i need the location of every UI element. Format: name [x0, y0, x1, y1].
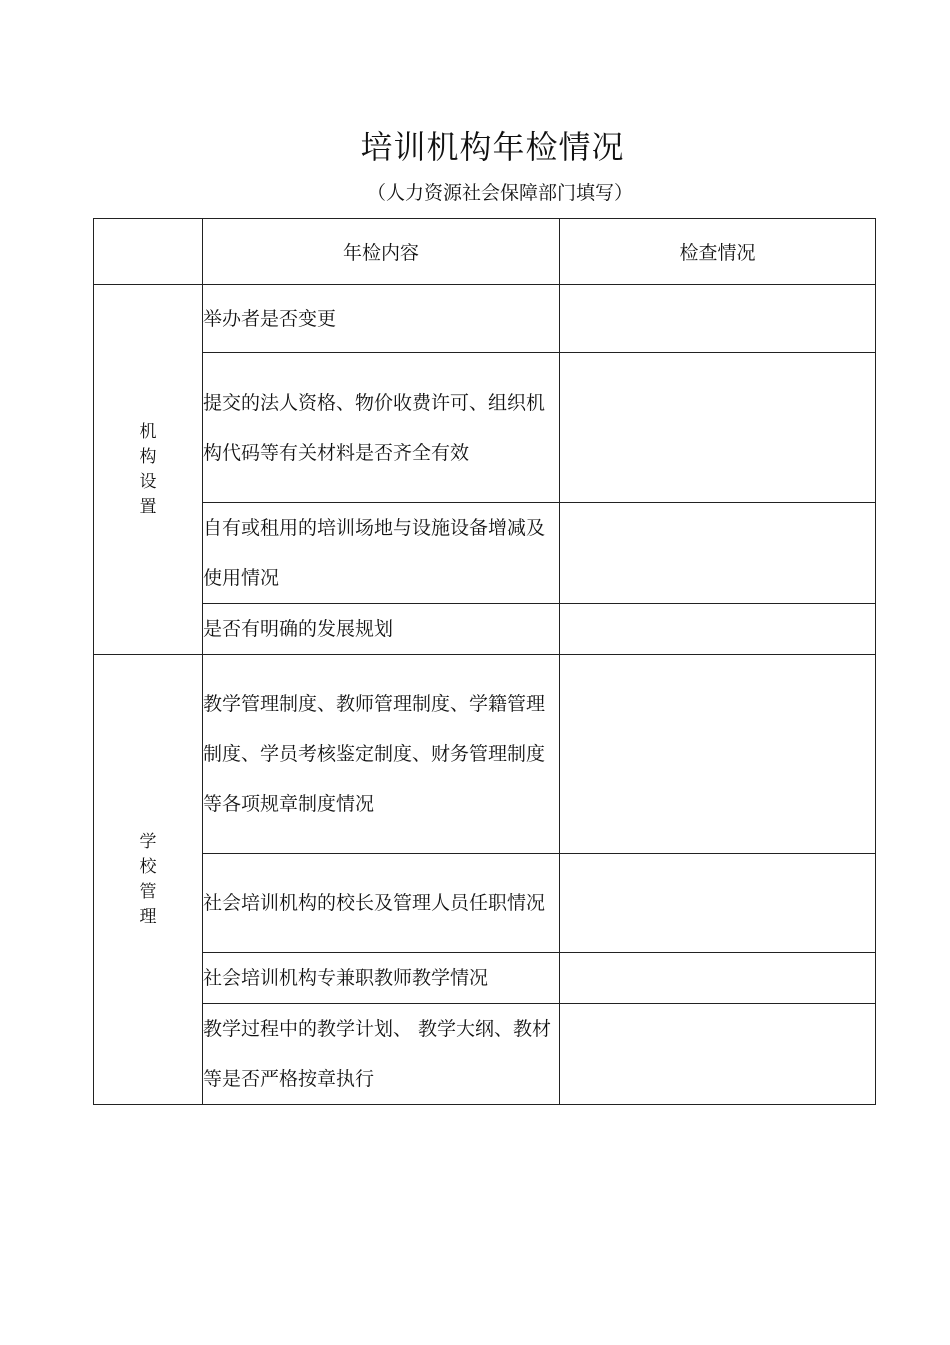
- annual-inspection-table: [93, 218, 876, 1105]
- result-cell[interactable]: [560, 604, 876, 655]
- table-row: [94, 353, 876, 503]
- inspection-item: 是否有明确的发展规划: [203, 604, 560, 655]
- group-label-text: 机构设置: [139, 421, 157, 517]
- result-cell[interactable]: [560, 1004, 876, 1105]
- inspection-item: 教学过程中的教学计划、 教学大纲、教材等是否严格按章执行: [203, 1004, 560, 1105]
- inspection-item: 自有或租用的培训场地与设施设备增减及使用情况: [203, 503, 560, 604]
- table-row: [94, 285, 876, 353]
- document-subtitle: （人力资源社会保障部门填写）: [366, 182, 633, 204]
- result-cell[interactable]: [560, 953, 876, 1004]
- header-row: [94, 219, 876, 285]
- table-row: [94, 953, 876, 1004]
- inspection-item: 社会培训机构专兼职教师教学情况: [203, 953, 560, 1004]
- result-cell[interactable]: [560, 655, 876, 854]
- result-cell[interactable]: [560, 503, 876, 604]
- header-inspection-result: 检查情况: [560, 219, 876, 285]
- result-cell[interactable]: [560, 285, 876, 353]
- inspection-item: 教学管理制度、教师管理制度、学籍管理制度、学员考核鉴定制度、财务管理制度等各项规章制度情况: [203, 655, 560, 854]
- table-row: [94, 604, 876, 655]
- table-row: [94, 854, 876, 953]
- table-row: [94, 503, 876, 604]
- result-cell[interactable]: [560, 353, 876, 503]
- inspection-item: 提交的法人资格、物价收费许可、组织机构代码等有关材料是否齐全有效: [203, 353, 560, 503]
- group-label-text: 学校管理: [139, 831, 157, 927]
- header-category: [94, 219, 203, 285]
- document-title: 培训机构年检情况: [360, 128, 625, 166]
- inspection-item: 社会培训机构的校长及管理人员任职情况: [203, 854, 560, 953]
- header-inspection-content: 年检内容: [203, 219, 560, 285]
- group-label-organization: [94, 285, 203, 655]
- inspection-item: 举办者是否变更: [203, 285, 560, 353]
- table-row: [94, 1004, 876, 1105]
- group-label-school-management: [94, 655, 203, 1105]
- result-cell[interactable]: [560, 854, 876, 953]
- table-row: [94, 655, 876, 854]
